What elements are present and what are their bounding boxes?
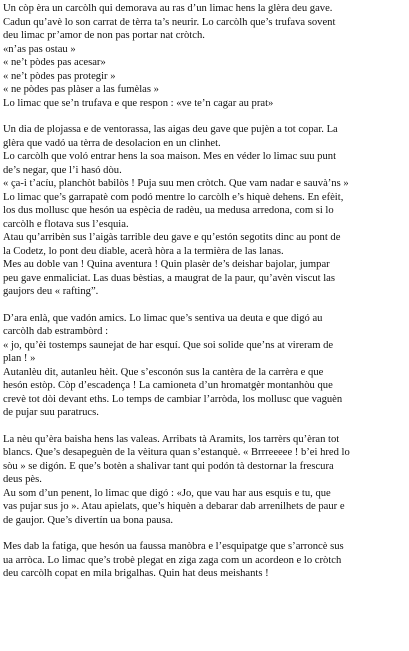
text-line: Lo carcòlh que voló entrar hens la soa maison. Mes en véder lo limac suu punt [3,151,337,162]
text-line: de’s negar, que l’i hasó dòu. [3,164,122,176]
paragraph-4 [3,433,406,528]
paragraph-2 [3,123,406,299]
text-line: hesón estòp. Còp d’escadença ! La camioneta d’un hromatgèr montanhòu que [3,380,333,391]
text-line: Lo limac que’s garrapatè com podó mentre lo carcòlh e’s hiquè dehens. En efèit, [3,191,344,203]
text-line: « ne’t pòdes pas protegir » [3,70,116,82]
text-line: blancs. Que’s desapeguèn de la vèitura quan s’estanquè. « Brrreeeee ! b’ei hred lo [3,447,350,458]
text-line: ua arròca. Lo limac que’s trobè plegat en ziga zaga com un acordeon e lo cròtch [3,554,342,566]
paragraph-spacer [3,299,406,312]
text-line: deus pès. [3,474,42,485]
text-line: Lo limac que se’n trufava e que respon : «ve te’n cagar au prat» [3,97,274,109]
text-line: sòu » se digón. E que’s botèn a shalivar tant qui podón tà destornar la frescura [3,460,334,472]
text-line: vas pujar sus jo ». Atau apielats, que’s hiquèn a debarar dab arrenilhets de paur e [3,501,345,512]
paragraph-spacer [3,110,406,123]
text-line: de pujar suu paratrucs. [3,407,99,418]
paragraph-5 [3,540,406,581]
text-line: «n’as pas ostau » [3,43,76,55]
text-line: Cadun qu’avè lo son carrat de tèrra ta’s neurir. Lo carcòlh que’s trufava sovent [3,16,336,28]
text-line: Autanlèu dit, autanleu hèit. Que s’esconón sus la cantèra de la carrèra e que [3,366,324,378]
text-line: Atau qu’arribèn sus l’aigàs tarrible deu gave e qu’estón segotits dinc au pont de [3,232,341,243]
text-line: Un dia de plojassa e de ventorassa, las aigas deu gave que pujèn a tot copar. La [3,124,338,135]
text-line: « ne pòdes pas plàser a las fumèlas » [3,84,159,95]
text-line: crevè tot dòi devant eths. Lo temps de cambiar l’arròda, los mollusc que vaguèn [3,393,343,405]
text-line: carcòlh dab estrambòrd : [3,326,109,337]
text-line: Mes au doble van ! Quina aventura ! Quin plasèr de’s deishar bajolar, jumpar [3,259,330,270]
text-line: deu limac pr’amor de non pas portar nat cròtch. [3,30,205,41]
text-line: plan ! » [3,353,36,364]
text-line: deu carcòlh copat en mila brigalhas. Quin hat deus meishants ! [3,568,269,579]
paragraph-1 [3,2,406,110]
paragraph-spacer [3,527,406,540]
text-line: carcòlh e flotava sus l’esquia. [3,218,129,230]
text-line: « jo, qu’èi tostemps saunejat de har esquí. Que soi solide que’ns at vireram de [3,339,334,351]
text-line: peu gave enmaliciat. Las duas bèstias, a maugrat de la paur, qu’avèn viscut las [3,272,335,284]
text-line: gaujors deu « rafting”. [3,286,99,297]
text-line: Un còp èra un carcòlh qui demorava au ras d’un limac hens la glèra deu gave. [3,3,333,14]
text-line: Mes dab la fatiga, que hesón ua faussa manòbra e l’esquipatge que s’arroncè sus [3,541,344,552]
paragraph-spacer [3,420,406,433]
text-line: « ça-i t’acíu, planchòt babilòs ! Puja suu men cròtch. Que vam nadar e sauvà’ns » [3,178,349,189]
paragraph-3 [3,312,406,420]
text-line: La nèu qu’èra baisha hens las valeas. Arribats tà Aramits, los tarrèrs qu’èran tot [3,433,340,445]
text-line: Au som d’un penent, lo limac que digó : «Jo, que vau har aus esquis e tu, que [3,487,331,499]
text-line: « ne’t pòdes pas acesar» [3,57,106,68]
text-line: de gaujor. Que’s divertín ua bona pausa. [3,514,174,526]
text-line: la Codetz, lo pont deu diable, acerà hòra a la termièra de las lanas. [3,245,284,257]
text-line: los dus mollusc que hesón ua espècia de radèu, ua medusa arredona, com si lo [3,205,334,216]
text-line: glèra que vadó ua tèrra de desolacion en un clinhet. [3,137,221,149]
text-line: D’ara enlà, que vadón amics. Lo limac que’s sentiva ua deuta e que digó au [3,312,323,324]
